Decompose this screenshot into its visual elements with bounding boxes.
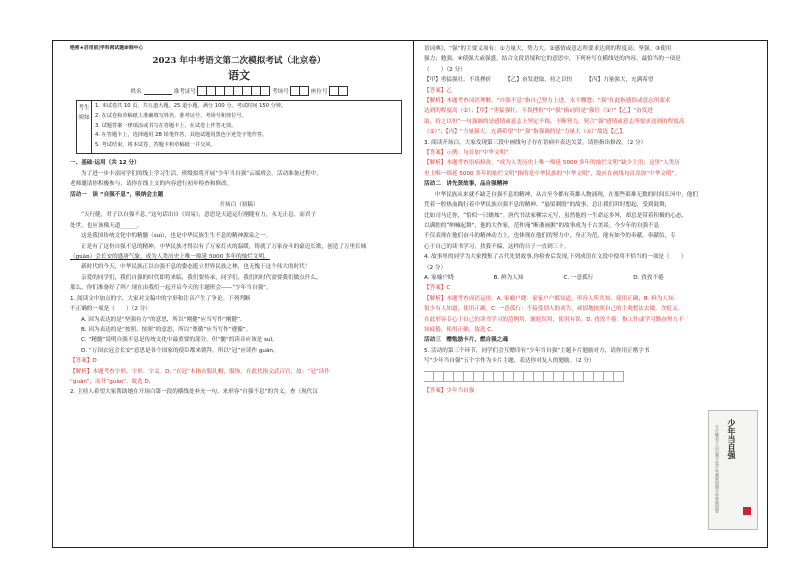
- question-4: 4. 故事里的同学为大家搜集了古代先贤故事,你检查后发现,下列成语在文段中使用不恰当的一项是（ ）: [424, 254, 687, 261]
- explanation-4: 在此形容专心于自己的读书学习的范例用，褒贬误用，使用有误；D. 孜孜不倦：指工作或学习勤奋努力不: [424, 316, 684, 323]
- story-line: 以满腔的“呐喊起舞”，他的大作家。范仲淹“断齑画粥”的故事成为千古美谈。今少年的自强不息: [424, 222, 660, 229]
- story-line: 心于自己的读书学习，扶我不偏，这样的日子一直到三十。: [424, 243, 570, 250]
- intro-line: 老师邀请你积极参与，请你在线上文的内容进行初步检查和修改。: [70, 181, 233, 188]
- exam-no-boxes[interactable]: [198, 86, 270, 96]
- notice-item: 2. 在试卷和草稿纸上准确填写姓名、准考证号、考场号和座位号。: [95, 113, 247, 119]
- activity-heading: 活动一 读 “自强不息”，吸纳会主题: [70, 191, 164, 198]
- left-column: [70, 44, 408, 542]
- room-label: 考场号: [272, 89, 289, 96]
- answer-2: 【答案】乙: [424, 87, 452, 94]
- confidential-header: 绝密★启用前|学科网试题命制中心: [70, 46, 144, 51]
- option-d: D. “万国衣冠会长安”意思是各个国家的使臣都来朝拜，所以“冠”应读作 guān。: [81, 347, 279, 354]
- option-b: B. 鲜为人知: [493, 274, 524, 281]
- question-5-cont: 写“少年当自强”五个字作为卡片主题，表达你对友人的勉励。（2 分）: [424, 358, 595, 365]
- option-a: A. 家喻户晓: [424, 274, 454, 281]
- speech-line: 新时代的今天，中华民族正以自强不息的姿态挺立世界民族之林，也无愧于这个伟大的时代！: [81, 264, 311, 271]
- explanation-2: 【解析】本题考查词语理解。“自强不息”指自己努力上进，永不懈怠；“强”在此指感情或意志所要求: [424, 98, 671, 105]
- option-bing: 【丙】力量强大，充满希望: [586, 77, 654, 84]
- option-c: C. “精髓”说明自强不息是传统文化中最重要的部分，但“髓”的读音应该是 suǐ。: [81, 337, 278, 344]
- exam-no-label: 准考证号: [173, 89, 196, 96]
- calligraphy-poster: [708, 410, 758, 530]
- question-1: 1. 阅读文中加点的字，大家对文稿中的字形和注音产生了争论。下列判断: [70, 295, 251, 302]
- speech-line: （guān）会长安的盛唐气象，成为人类历史上唯一绵延 5000 多年的灿烂文明。: [70, 254, 270, 261]
- poster-text: 天行健君子以自强不息少年强则国强少年智则国智: [715, 425, 720, 513]
- notice-item: 4. 在答题卡上，选择题用 2B 铅笔作答，其他试题用黑色字迹签字笔作答。: [95, 132, 268, 139]
- explanation-1: “guān”，而非“guàn”。故选 D。: [70, 378, 155, 385]
- subject-title: 语文: [228, 69, 250, 83]
- story-line: 凭着一腔热血践行着中华民族自强不息的精神。“悬梁刺股”的故事，总让我们时时想起，受到鼓舞，: [424, 202, 671, 209]
- option-c: C. 一意孤行: [563, 274, 594, 281]
- option-yi: 【乙】奋发进取，持之以恒: [505, 77, 573, 84]
- writing-grid[interactable]: [424, 371, 624, 382]
- speech-title: 开场白（初稿）: [219, 202, 259, 209]
- explanation-3: 史上唯一绵延 5000 多年的灿烂文明”指的是中华民族的“中华文明”，故应在画线句首添加“中华文明”。: [424, 170, 681, 177]
- question-2-cont: （ ）（2 分）: [424, 66, 466, 73]
- question-2-cont: 强力；勉强。④使强大或强盛。结合文段语境和它的意思中，下列补写在横线处的内容，最恰当的一项是: [424, 56, 681, 63]
- name-field[interactable]: [144, 88, 172, 95]
- answer-3: 【答案】示例：句首加“中华文明”: [424, 150, 509, 157]
- option-d: D. 孜孜不倦: [633, 274, 664, 281]
- poster-title: 少年当自强: [727, 419, 737, 459]
- activity-heading: 活动二 讲先贤故事，品自强精神: [424, 181, 508, 188]
- question-3: 3. 阅读开场白，大家发现第三段中画线句子存在语病中表达欠妥，请你指出修改。（2 分）: [424, 139, 647, 146]
- answer-5: 【答案】少年当自强: [424, 387, 475, 394]
- explanation-4: 很少有人知道，使用正确。C. 一意孤行：不接受别人的劝告，顽固地按照自己的主观想法去做。含贬义。: [424, 306, 684, 313]
- name-label: 姓名: [130, 89, 142, 96]
- notice-item: 1. 本试卷共 10 页，共五道大题，25 道小题，满分 100 分。考试时间 150 分钟。: [95, 103, 287, 110]
- exam-title: 2023 年中考语文第二次模拟考试（北京卷）: [152, 56, 326, 67]
- question-1-cont: 不正确的一项是（ ）（2 分）: [70, 306, 151, 313]
- q2-options: [424, 75, 759, 85]
- explanation-2: 取，持之以恒”一句强调的是感情或意志上坚定不移、不断努力，契合“强”感情或意志所要求达到的程度高: [424, 118, 685, 125]
- explanation-4: 【解析】本题考查成语运用。A. 家喻户晓：家家户户都知道，形容人所共知。使用正确；B. 鲜为人知：: [424, 295, 680, 302]
- option-a: A. 因为表达的是“坚强有力”的意思，所以“刚健”应当写作“刚健”。: [81, 316, 246, 323]
- explanation-1: 【解析】本题考查字形、字形、字义。D. “衣冠”本指衣服礼帽，服饰，在此代指文武百官，故：“冠”读作: [70, 368, 330, 375]
- seat-boxes[interactable]: [330, 86, 348, 96]
- story-line: 中华民族从来就不缺乏自强不息的精神，从古至今都有英雄人物涌现，在那些艰难无数的时间长河中，他们: [435, 191, 698, 198]
- speech-line: “天行健，君子以自强不息。”这句话出自《周易》，意思是天道运行刚健有力，永无止息。而君子: [81, 212, 317, 219]
- option-b: B. 因为表达的是“按照、按照”的意思，所以“尊循”应当写作“遵循”。: [81, 326, 252, 333]
- explanation-2: 达到的程度高（②）；【甲】“勇猛强壮，不畏挫折”中“强”指词的是“强壮（①）”【乙】“奋发进: [424, 108, 653, 115]
- story-line: 比如司马迁你，“恰似一只蜡烛”。唐代书法家柳宗元写，虽然他的一生命运多舛，却总是带着积极的心态，: [424, 212, 688, 219]
- notice-label: 考生须知: [77, 101, 92, 153]
- explanation-3: 【解析】本题考查语病修改。“成为人类历史上唯一绵延 5000 多年的灿烂文明”缺少主语；这里“人类历: [424, 160, 680, 167]
- room-boxes[interactable]: [291, 86, 309, 96]
- column-divider: [413, 40, 414, 548]
- answer-4: 【答案】C: [424, 285, 451, 292]
- question-2-cont: 语词典》，“强”的主要义项有：①力量大，势力大。②感情或意志所要求达到的程度高；坚强。③使用: [424, 46, 672, 52]
- notice-items: [92, 101, 289, 153]
- activity-heading: 活动三 赠勉励卡片，燃自强之魂: [424, 337, 508, 344]
- question-2: 2. 主持人希望大家帮助她在开场白第一段的横线处补充一句，来形容“自强不息”的含义。查（现代汉: [70, 389, 318, 396]
- intro-line: 为了进一步丰富同学们的线上学习生活，班级拟将开展“少年当自强”云端班会。活动准备过程中，: [81, 170, 322, 177]
- seat-label: 座位号: [310, 89, 328, 96]
- speech-line: 正是有了这份自强不息的精神，中华民族才得以有了万家灯火的温暖，铸就了万家奋斗的豪迈长歌，创造了万里长城: [81, 243, 367, 250]
- candidate-notice-box: [76, 100, 402, 154]
- speech-line: 那么，你们准备好了吗？现在由我们一起开启今天的主题班会——“少年当自强”。: [70, 285, 272, 292]
- question-5: 5. 活动的第三个环节，同学们会互赠印有“少年当自强”主题卡片勉励对方，请你用正楷字书: [424, 347, 650, 354]
- section-heading: 一、基础·运用（共 12 分）: [70, 160, 140, 167]
- q4-options: [424, 273, 759, 283]
- seal-stamp: [743, 507, 751, 515]
- option-jia: 【甲】勇猛强壮，不畏挫折: [424, 77, 492, 84]
- question-4-cont: （2 分）: [424, 264, 447, 271]
- speech-line: 亲爱的同学们，我们自强的时代即将来临，我们要传承，同学们，我们的时代需要我们做点什么。: [81, 274, 322, 281]
- explanation-4: 知疲倦，使用正确。故选 C。: [424, 326, 497, 333]
- story-line: 不仅表现在他们奋斗的精神动力上，也体现在他们的努力中，身正为范，能有如今的奉献，奉献给，专: [424, 233, 676, 240]
- notice-item: 5. 考试结束，将本试卷、答题卡和草稿纸一并交回。: [95, 141, 216, 148]
- notice-item: 3. 试题答案一律填涂或书写在答题卡上，在试卷上作答无效。: [95, 122, 237, 129]
- speech-line: 这是我国传统文化中的精髓（suì），也是中华民族生生不息的精神源泉之一。: [81, 233, 272, 240]
- explanation-2: （②）”；【丙】“力量强大，充满希望”中“强”指强调的是“力量大（①）”故选【乙】。: [424, 129, 628, 136]
- answer-1: 【答案】D: [70, 358, 97, 365]
- speech-line: 处世，也应该像天道______。: [70, 222, 143, 229]
- candidate-info-row: [70, 86, 408, 96]
